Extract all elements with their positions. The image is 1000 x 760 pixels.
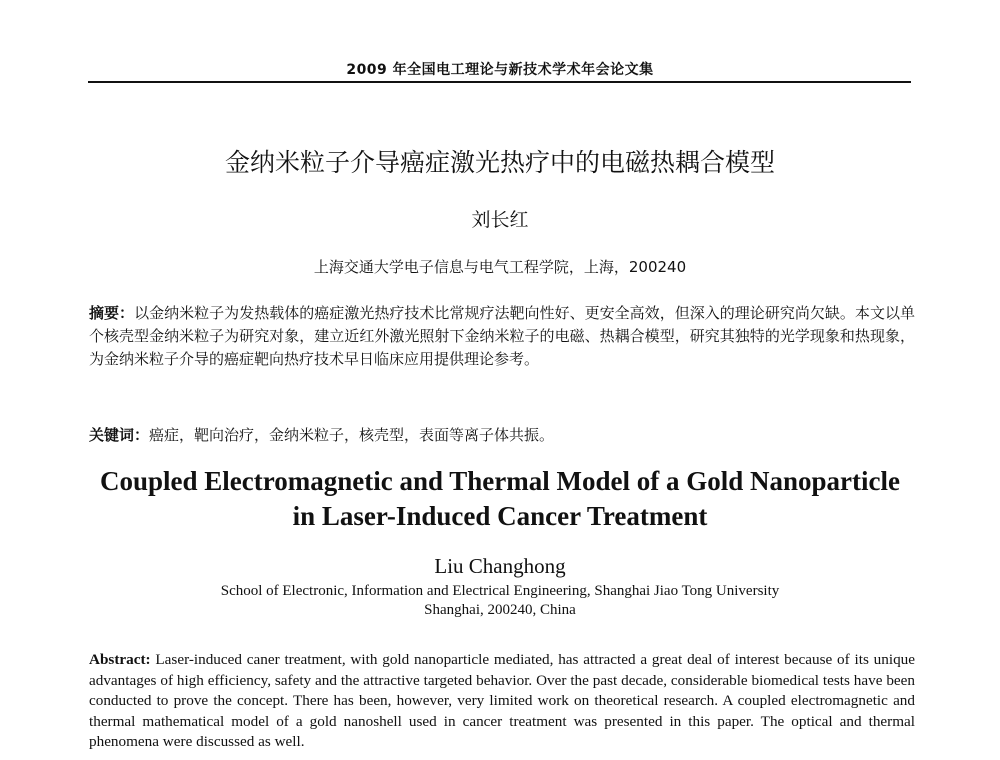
english-affiliation: [0, 582, 1000, 620]
english-title-line-2: in Laser-Induced Cancer Treatment: [292, 501, 708, 531]
running-head: 2009 年全国电工理论与新技术学术年会论文集: [346, 62, 654, 78]
english-author: Liu Changhong: [434, 554, 566, 578]
english-affiliation-line-1: School of Electronic, Information and Electrical Engineering, Shanghai Jiao Tong University: [220, 583, 780, 599]
chinese-keywords-text: 癌症，靶向治疗，金纳米粒子，核壳型，表面等离子体共振。: [149, 426, 555, 444]
header-rule: [88, 81, 911, 83]
english-abstract: [89, 650, 915, 753]
chinese-abstract: [89, 302, 915, 371]
chinese-affiliation: 上海交通大学电子信息与电气工程学院，上海，200240: [313, 258, 687, 276]
chinese-abstract-text: 以金纳米粒子为发热载体的癌症激光热疗技术比常规疗法靶向性好、更安全高效，但深入的理论研究尚欠缺。本文以单个核壳型金纳米粒子为研究对象，建立近红外激光照射下金纳米粒子的电磁、热耦合模型，研究其独特的光学现象和热现象，为金纳米粒子介导的癌症靶向热疗技术早日临床应用提供理论参考。: [89, 304, 915, 368]
chinese-author: 刘长红: [471, 209, 529, 231]
english-abstract-text: Laser-induced caner treatment, with gold nanoparticle mediated, has attracted a great deal of interest because of its unique advantages of high efficiency, safety and the attractive targeted behavior. Over the past decade, considerable biomedical tests have been conducted to prove the concept. There has been, however, very limited work on theoretical research. A coupled electromagnetic and thermal mathematical model of a gold nanoshell used in cancer treatment was presented in this paper. The optical and thermal phenomena were discussed as well.: [89, 651, 916, 750]
english-title: [80, 464, 920, 534]
chinese-abstract-label: 摘要：: [89, 304, 135, 322]
chinese-keywords-label: 关键词：: [89, 426, 150, 444]
chinese-title: 金纳米粒子介导癌症激光热疗中的电磁热耦合模型: [224, 148, 775, 177]
english-title-line-1: Coupled Electromagnetic and Thermal Model of a Gold Nanoparticle: [100, 466, 900, 496]
english-abstract-label: Abstract:: [89, 651, 151, 668]
english-affiliation-line-2: Shanghai, 200240, China: [424, 602, 576, 618]
chinese-keywords: [89, 424, 915, 447]
